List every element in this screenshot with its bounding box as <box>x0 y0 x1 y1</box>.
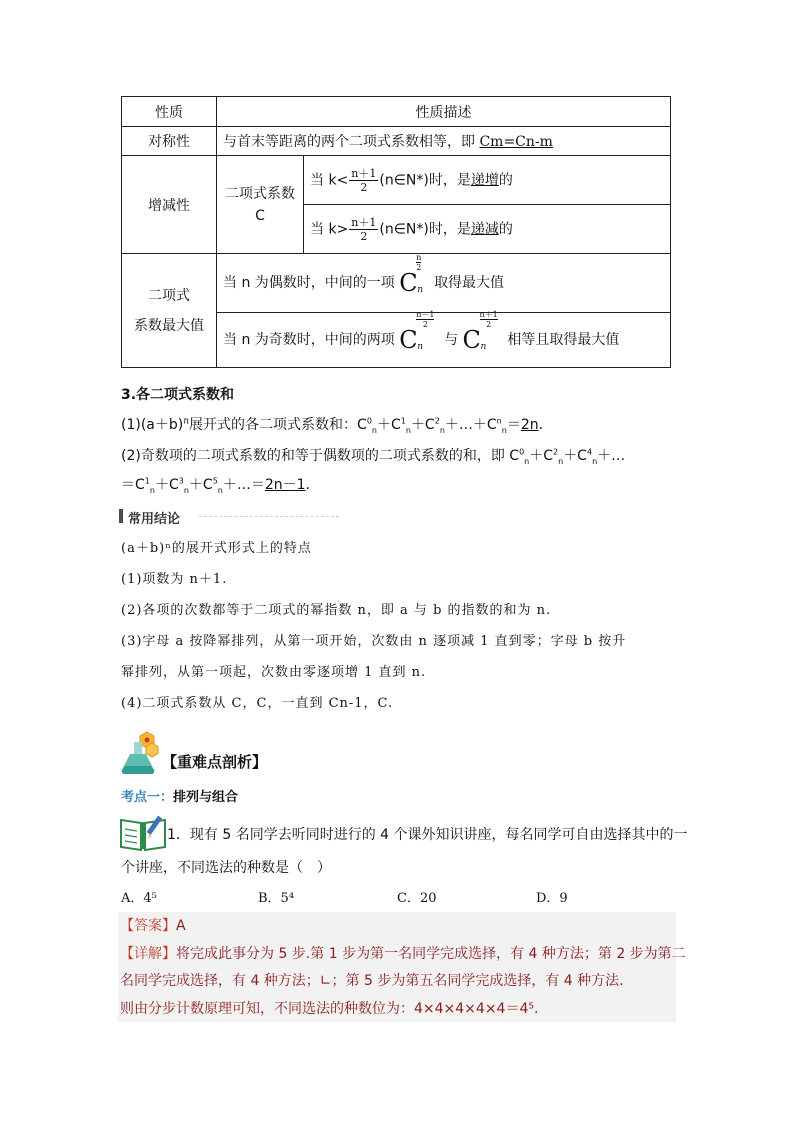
option-b: B．5⁴ <box>258 891 295 906</box>
flask-icon <box>121 728 161 776</box>
maximum-even: 当 n 为偶数时，中间的一项 C n 2 n 取得最大值 <box>217 254 671 313</box>
question-line1: 1．现有 5 名同学去听同时进行的 4 个课外知识讲座，每名同学可自由选择其中的一 <box>167 827 688 843</box>
maximum-odd: 当 n 为奇数时，中间的两项 C n－1 2 n 与 C n＋1 2 n 相等且取得最大值 <box>217 313 671 368</box>
detail-line3: 则由分步计数原理可知，不同选法的种数位为：4×4×4×4×4＝4⁵. <box>120 1001 539 1017</box>
tag-divider <box>199 516 339 517</box>
decreasing-condition: 当 k> $\frac{n+1}{2}$ (n∈N*)时，是递减的 <box>304 205 671 254</box>
symmetry-formula: Cm=Cn-m <box>479 134 553 150</box>
fraction: $\frac{n+1}{2}$ <box>351 166 377 194</box>
detail-line2: 名同学完成选择，有 4 种方法；∟；第 5 步为第五名同学完成选择，有 4 种方法. <box>120 973 624 989</box>
table-header-description: 性质描述 <box>217 97 671 127</box>
symmetry-description: 与首末等距离的两个二项式系数相等，即 Cm=Cn-m <box>217 127 671 156</box>
section3-para1: $(1)(a+b)^n$展开式的各二项式系数和：$C^0_n+C^1_n+C^2_n+\dots+C^n_n=2n$. <box>121 416 544 435</box>
binomial-symbol: C n＋1 2 n <box>462 310 498 354</box>
binomial-symbol: C n 2 n <box>399 253 424 297</box>
topic-label: 考点一：排列与组合 <box>121 790 239 805</box>
binomial-symbol: C n－1 2 n <box>399 310 435 354</box>
common-intro: (a＋b)ⁿ的展开式形式上的特点 <box>121 541 312 556</box>
option-d: D．9 <box>536 891 568 906</box>
common-item-1: (1)项数为 n＋1. <box>121 572 228 587</box>
section3-para3: $=C^1_n+C^3_n+C^5_n+\dots=2n-1$. <box>121 476 310 495</box>
property-table <box>121 96 671 368</box>
fraction: $\frac{n+1}{2}$ <box>351 215 377 243</box>
common-item-2: (2)各项的次数都等于二项式的幂指数 n，即 a 与 b 的指数的和为 n. <box>121 603 552 618</box>
detail-line1: 【详解】将完成此事分为 5 步.第 1 步为第一名同学完成选择，有 4 种方法；第 2 步为第二 <box>120 946 686 962</box>
increasing-condition: 当 k< $\frac{n+1}{2}$ (n∈N*)时，是递增的 <box>304 156 671 205</box>
row-name-symmetry: 对称性 <box>122 127 217 156</box>
table-header-property: 性质 <box>122 97 217 127</box>
common-item-3: (3)字母 a 按降幂排列，从第一项开始，次数由 n 逐项减 1 直到零；字母 b 按升 <box>121 634 627 649</box>
option-a: A．4⁵ <box>121 891 157 906</box>
row-name-maximum: 二项式 系数最大值 <box>122 254 217 368</box>
section-heading: 【重难点剖析】 <box>162 753 268 771</box>
book-pencil-icon <box>119 814 167 852</box>
common-conclusions-tag: 常用结论 <box>119 508 339 524</box>
row-name-monotonic: 增减性 <box>122 156 217 254</box>
answer-line: 【答案】A <box>120 918 186 934</box>
tag-bar <box>119 509 123 523</box>
monotonic-sub-label: 二项式系数 C <box>217 156 304 254</box>
option-c: C．20 <box>397 891 437 906</box>
section3-para2: (2)奇数项的二项式系数的和等于偶数项的二项式系数的和，即 $C^0_n+C^2_n+C^4_n+\dots$ <box>121 447 626 466</box>
question-line2: 个讲座，不同选法的种数是（ ） <box>121 860 331 876</box>
section3-title: 3.各二项式系数和 <box>121 387 235 403</box>
common-item-3-cont: 幂排列，从第一项起，次数由零逐项增 1 直到 n. <box>121 665 427 680</box>
common-item-4: (4)二项式系数从 C，C，一直到 Cn-1，C. <box>121 696 394 711</box>
